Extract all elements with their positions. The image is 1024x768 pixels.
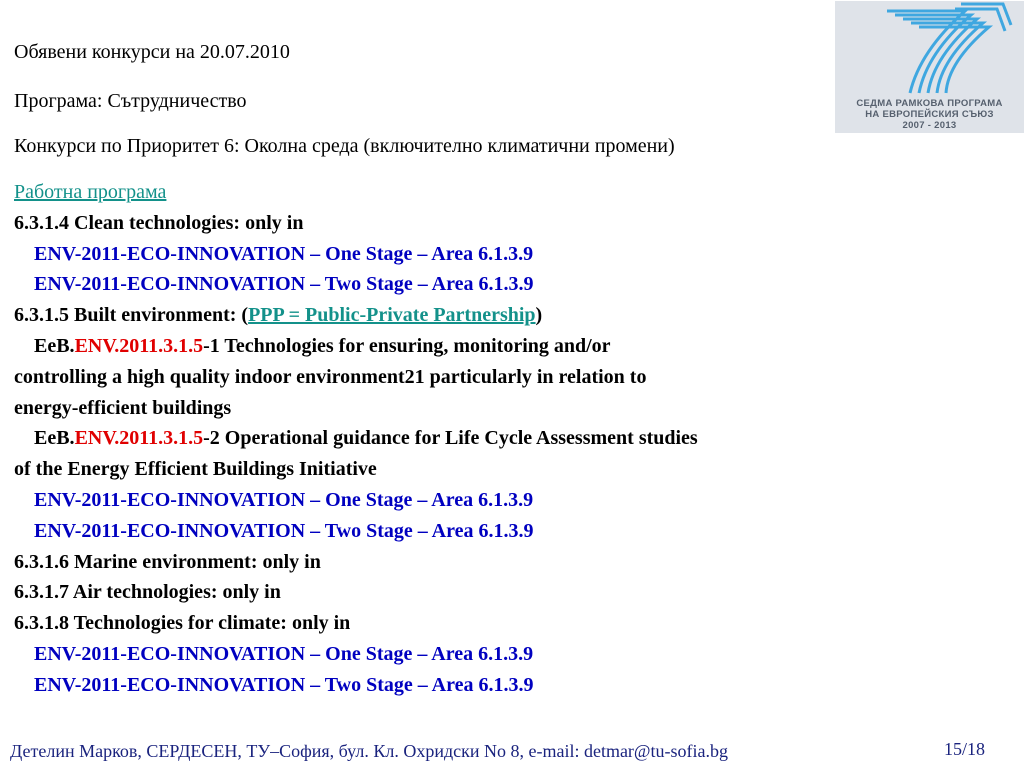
section-6-3-1-7: 6.3.1.7 Air technologies: only in	[14, 581, 281, 604]
eeb-topic-2-cont: of the Energy Efficient Buildings Initiative	[14, 458, 377, 481]
call-eco-two-stage: ENV-2011-ECO-INNOVATION – Two Stage – Area 6.1.3.9	[34, 519, 534, 542]
footer-author: Детелин Марков, СЕРДЕСЕН, ТУ–София, бул. Кл. Охридски No 8, e-mail: detmar@tu-sofia.bg	[10, 741, 728, 761]
call-eco-two-stage: ENV-2011-ECO-INNOVATION – Two Stage – Area 6.1.3.9	[34, 673, 534, 696]
eeb-topic-2: EeB.ENV.2011.3.1.5-2 Operational guidance for Life Cycle Assessment studies	[34, 427, 698, 450]
page-number: 15/18	[944, 739, 986, 759]
priority-line: Конкурси по Приоритет 6: Околна среда (включително климатични промени)	[14, 135, 675, 157]
call-eco-two-stage: ENV-2011-ECO-INNOVATION – Two Stage – Area 6.1.3.9	[34, 273, 534, 296]
eeb-code-1: ENV.2011.3.1.5	[74, 334, 204, 357]
programme-line: Програма: Сътрудничество	[14, 90, 247, 112]
logo-text-years: 2007 - 2013	[902, 120, 957, 131]
call-eco-one-stage: ENV-2011-ECO-INNOVATION – One Stage – Area 6.1.3.9	[34, 242, 534, 265]
section-6-3-1-8: 6.3.1.8 Technologies for climate: only in	[14, 612, 351, 635]
section-6-3-1-5: 6.3.1.5 Built environment: (PPP = Public-Private Partnership)	[14, 304, 543, 327]
announcement-date-line: Обявени конкурси на 20.07.2010	[14, 41, 290, 63]
work-programme-link[interactable]: Работна програма	[14, 181, 167, 203]
eeb-topic-1: EeB.ENV.2011.3.1.5-1 Technologies for ensuring, monitoring and/or	[34, 334, 611, 357]
fp7-logo	[835, 1, 1024, 133]
eeb-topic-1-cont: controlling a high quality indoor environment21 particularly in relation to	[14, 365, 647, 388]
eeb-topic-1-end: energy-efficient buildings	[14, 396, 232, 419]
call-eco-one-stage: ENV-2011-ECO-INNOVATION – One Stage – Area 6.1.3.9	[34, 642, 534, 665]
call-eco-one-stage: ENV-2011-ECO-INNOVATION – One Stage – Area 6.1.3.9	[34, 488, 534, 511]
eeb-code-2: ENV.2011.3.1.5	[74, 427, 204, 450]
section-6-3-1-6: 6.3.1.6 Marine environment: only in	[14, 550, 321, 573]
calls-list	[14, 177, 904, 701]
logo-text-line-1: СЕДМА РАМКОВА ПРОГРАМА	[856, 98, 1003, 109]
ppp-link[interactable]: PPP = Public-Private Partnership	[248, 304, 536, 327]
logo-text-line-2: НА ЕВРОПЕЙСКИЯ СЪЮЗ	[865, 109, 994, 120]
section-6-3-1-4: 6.3.1.4 Clean technologies: only in	[14, 211, 304, 234]
